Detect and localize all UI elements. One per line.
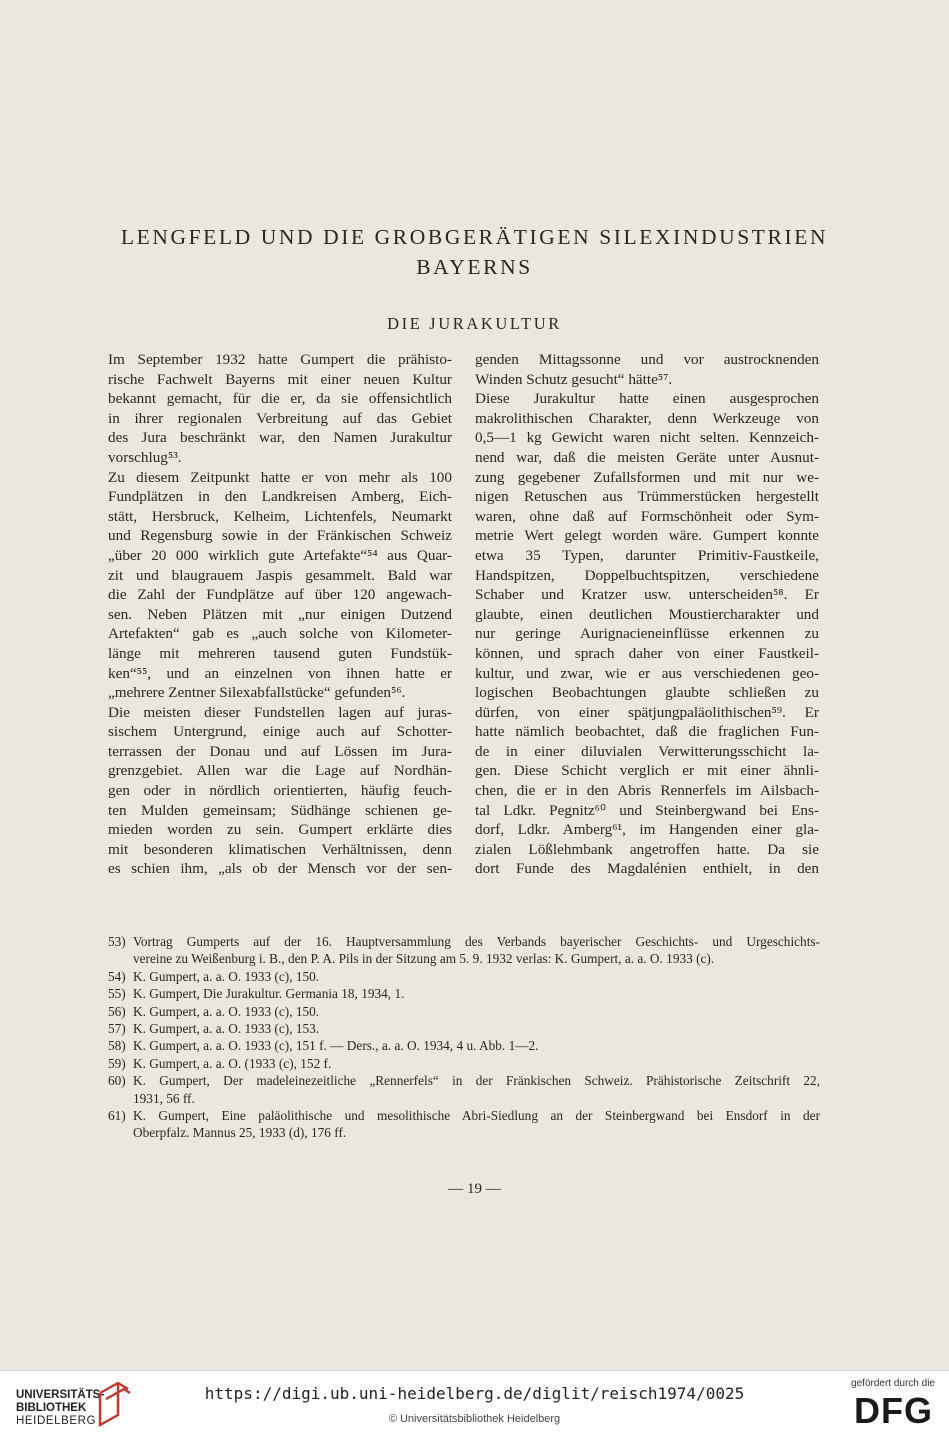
text-line: Zu diesem Zeitpunkt hatte er von mehr als 100 bbox=[108, 468, 452, 486]
text-line: können, und sprach daher von einer Faustkeil- bbox=[475, 644, 819, 662]
footnote-text bbox=[133, 1020, 820, 1037]
text-line: die Zahl der Fundplätze auf über 120 angewach- bbox=[108, 586, 452, 604]
footnote-text bbox=[133, 968, 820, 985]
text-line: logischen Beobachtungen glaubte schließen zu bbox=[475, 684, 819, 702]
footnote-line: K. Gumpert, Eine paläolithische und mesolithische Abri-Siedlung an der Steinbergwand bei Ensdorf in der bbox=[133, 1108, 820, 1124]
text-line: etwa 35 Typen, darunter Primitiv-Faustkeile, bbox=[475, 546, 819, 564]
text-line: metrie Wert gelegt worden wäre. Gumpert konnte bbox=[475, 527, 819, 545]
text-line: bekannt gemacht, für die er, da sie offensichtlich bbox=[108, 390, 452, 408]
text-line: länge mit mehreren tausend guten Fundstük- bbox=[108, 644, 452, 662]
footnote-text bbox=[133, 1055, 820, 1072]
footnote-text bbox=[133, 933, 820, 968]
text-line: Handspitzen, Doppelbuchtspitzen, verschiedene bbox=[475, 566, 819, 584]
viewer-footer bbox=[0, 1370, 949, 1439]
footnote-line: Oberpfalz. Mannus 25, 1933 (d), 176 ff. bbox=[133, 1125, 347, 1141]
footnote-line: K. Gumpert, Der madeleinezeitliche „Rennerfels“ in der Fränkischen Schweiz. Prähistorische Zeitschrift 22, bbox=[133, 1073, 820, 1089]
footnote-line: K. Gumpert, a. a. O. (1933 (c), 152 f. bbox=[133, 1055, 332, 1071]
text-line: hatte nämlich beobachtet, daß die fraglichen Fun- bbox=[475, 723, 819, 741]
footnote-number: 54) bbox=[108, 968, 126, 984]
text-line: zialen Lößlehmbank angetroffen hatte. Da sie bbox=[475, 840, 819, 858]
text-line: tal Ldkr. Pegnitz⁶⁰ und Steinbergwand bei Ens- bbox=[475, 801, 819, 819]
text-line: grenzgebiet. Allen war die Lage auf Nordhän- bbox=[108, 762, 452, 780]
footnote-line: K. Gumpert, Die Jurakultur. Germania 18, 1934, 1. bbox=[133, 986, 405, 1002]
funded-by-label: gefördert durch die bbox=[851, 1378, 935, 1389]
footnote-text bbox=[133, 1107, 820, 1142]
text-line: Artefakten“ gab es „auch solche von Kilometer- bbox=[108, 625, 452, 643]
footnote bbox=[108, 968, 820, 985]
text-line: Die meisten dieser Fundstellen lagen auf juras- bbox=[108, 703, 452, 721]
text-line: chen, die er in den Abris Rennerfels im Ailsbach- bbox=[475, 782, 819, 800]
footnote-line: K. Gumpert, a. a. O. 1933 (c), 151 f. — Ders., a. a. O. 1934, 4 u. Abb. 1—2. bbox=[133, 1038, 539, 1054]
dfg-logo[interactable]: DFG bbox=[854, 1390, 933, 1431]
text-line: genden Mittagssonne und vor austrocknenden bbox=[475, 351, 819, 368]
text-line: nigen Retuschen aus Trümmerstücken hergestellt bbox=[475, 488, 819, 506]
text-line: Winden Schutz gesucht“ hätte⁵⁷. bbox=[475, 370, 673, 388]
text-line: gen oder in nördlich orientierten, häufig feuch- bbox=[108, 782, 452, 800]
text-line: gen. Diese Schicht verglich er mit einer ähnli- bbox=[475, 762, 819, 780]
copyright-notice: © Universitätsbibliothek Heidelberg bbox=[388, 1413, 561, 1425]
right-text-column bbox=[475, 350, 819, 879]
footnote-text bbox=[133, 1003, 820, 1020]
footnote-line: K. Gumpert, a. a. O. 1933 (c), 153. bbox=[133, 1021, 320, 1037]
text-line: sen. Neben Plätzen mit „nur einigen Dutzend bbox=[108, 605, 452, 623]
text-line: makrolithischen Charakter, denn Werkzeuge von bbox=[475, 409, 819, 427]
footnote bbox=[108, 1107, 820, 1142]
footnote-number: 59) bbox=[108, 1055, 126, 1071]
text-line: mieden worden zu sein. Gumpert erklärte dies bbox=[108, 821, 452, 839]
section-heading: DIE JURAKULTUR bbox=[387, 314, 562, 333]
footnote-number: 57) bbox=[108, 1021, 126, 1037]
text-line: „über 20 000 wirklich gute Artefakte“⁵⁴ aus Quar- bbox=[108, 546, 452, 564]
text-line: mit besonderen klimatischen Verhältnissen, denn bbox=[108, 840, 452, 858]
footnote-number: 53) bbox=[108, 934, 126, 949]
text-line: de in einer diluvialen Verwitterungsschicht la- bbox=[475, 742, 819, 760]
text-line: sischem Untergrund, einige auch auf Schotter- bbox=[108, 723, 452, 741]
text-line: Schaber und Kratzer usw. unterscheiden⁵⁸. Er bbox=[475, 586, 819, 604]
footnote-number: 58) bbox=[108, 1038, 126, 1054]
text-line: nur geringe Aurignacieneinflüsse erkennen zu bbox=[475, 625, 819, 643]
permalink-url[interactable]: https://digi.ub.uni-heidelberg.de/diglit/reisch1974/0025 bbox=[204, 1384, 745, 1403]
footnote-number: 56) bbox=[108, 1003, 126, 1019]
text-line: zit und blaugrauem Jaspis gesammelt. Bald war bbox=[108, 566, 452, 584]
footnotes bbox=[108, 933, 820, 1142]
text-line: kultur, und zwar, wie er aus verschiedenen geo- bbox=[475, 664, 819, 682]
logo-line-1: UNIVERSITÄTS- bbox=[16, 1389, 105, 1401]
footnote-line: K. Gumpert, a. a. O. 1933 (c), 150. bbox=[133, 968, 320, 984]
text-line: ten Mulden gemeinsam; Südhänge schienen ge- bbox=[108, 801, 452, 819]
footnote-text bbox=[133, 1037, 820, 1054]
text-line: nend war, daß die meisten Geräte unter Ausnut- bbox=[475, 448, 819, 466]
text-line: Fundplätzen in den Landkreisen Amberg, Eich- bbox=[108, 488, 452, 506]
text-line: dorf, Ldkr. Amberg⁶¹, im Hangenden einer gla- bbox=[475, 821, 819, 839]
footnote-text bbox=[133, 1072, 820, 1107]
text-line: in ihrer regionalen Verbreitung auf das Gebiet bbox=[108, 409, 452, 427]
left-text-column bbox=[108, 350, 452, 879]
text-line: dürfen, von einer spätjungpaläolithischen⁵⁹. Er bbox=[475, 703, 819, 721]
footnote-number: 61) bbox=[108, 1108, 126, 1124]
footnote bbox=[108, 933, 820, 968]
text-line: ken“⁵⁵, und an einzelnen von ihnen hatte er bbox=[108, 664, 452, 682]
footnote bbox=[108, 1003, 820, 1020]
text-line: vorschlug⁵³. bbox=[108, 448, 182, 466]
footnote-line: K. Gumpert, a. a. O. 1933 (c), 150. bbox=[133, 1003, 320, 1019]
text-line: und Regensburg sowie in der Fränkischen Schweiz bbox=[108, 527, 452, 545]
text-line: terrassen der Donau und auf Lössen im Jura- bbox=[108, 742, 452, 760]
logo-line-2: BIBLIOTHEK bbox=[16, 1402, 87, 1414]
text-line: „mehrere Zentner Silexabfallstücke“ gefunden⁵⁶. bbox=[108, 684, 406, 702]
text-line: stätt, Hersbruck, Kelheim, Lichtenfels, Neumarkt bbox=[108, 507, 452, 525]
text-line: rische Fachwelt Bayerns mit einer neuen Kultur bbox=[108, 370, 452, 388]
footnote bbox=[108, 1037, 820, 1054]
footnote bbox=[108, 1055, 820, 1072]
page-number: — 19 — bbox=[448, 1181, 501, 1197]
text-line: es schien ihm, „als ob der Mensch vor der sen- bbox=[108, 860, 452, 878]
text-line: glaubte, einen deutlichen Moustiercharakter und bbox=[475, 605, 819, 623]
article-title bbox=[60, 222, 889, 282]
footnote-line: Vortrag Gumperts auf der 16. Hauptversammlung des Verbands bayerischer Geschichts- und Urgeschichts- bbox=[133, 934, 820, 949]
text-line: des Jura beschränkt war, den Namen Jurakultur bbox=[108, 429, 452, 447]
text-line: Diese Jurakultur hatte einen ausgesprochen bbox=[475, 390, 819, 408]
footnote-number: 60) bbox=[108, 1073, 126, 1089]
footnote-text bbox=[133, 985, 820, 1002]
logo-line-3: HEIDELBERG bbox=[16, 1415, 97, 1427]
footnote bbox=[108, 985, 820, 1002]
text-line: dort Funde des Magdalénien enthielt, in den bbox=[475, 860, 819, 878]
footnote-line: vereine zu Weißenburg i. B., den P. A. Pils in der Sitzung am 5. 9. 1932 verlas: K. Gumpert, a. a. O. 1933 (c). bbox=[133, 951, 715, 967]
footnote-number: 55) bbox=[108, 986, 126, 1002]
footnote bbox=[108, 1020, 820, 1037]
footnote bbox=[108, 1072, 820, 1107]
title-line-2: BAYERNS bbox=[416, 255, 533, 279]
title-line-1: LENGFELD UND DIE GROBGERÄTIGEN SILEXINDUSTRIEN bbox=[120, 225, 829, 249]
footnote-line: 1931, 56 ff. bbox=[133, 1090, 195, 1106]
text-line: 0,5—1 kg Gewicht waren nicht selten. Kennzeich- bbox=[475, 429, 819, 447]
text-line: Im September 1932 hatte Gumpert die prähisto- bbox=[108, 351, 452, 368]
text-line: zung gegebener Zufallsformen und mit nur we- bbox=[475, 468, 819, 486]
text-line: waren, ohne daß auf Formschönheit oder Sym- bbox=[475, 507, 819, 525]
